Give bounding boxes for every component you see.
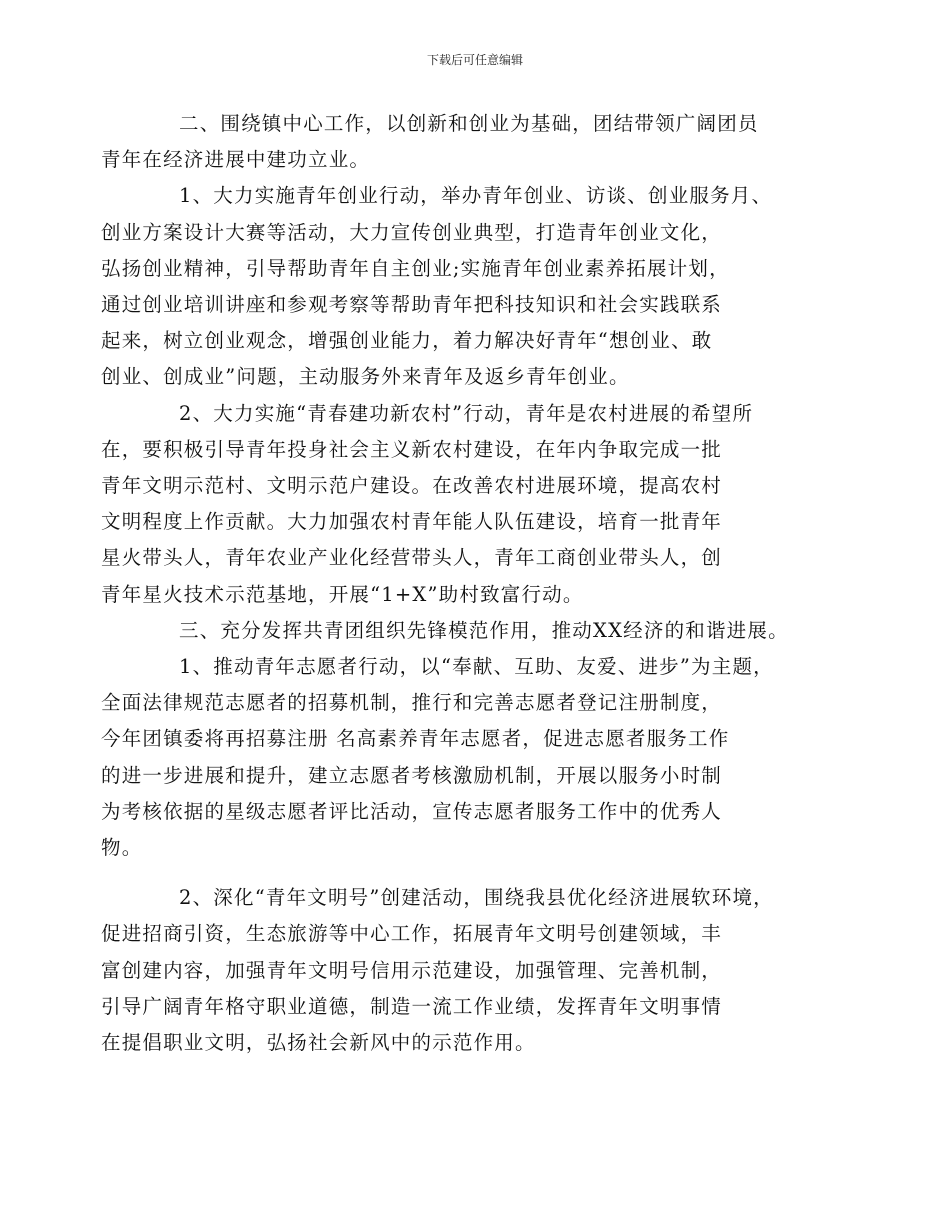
paragraph-volunteer: [101, 649, 820, 866]
paragraph-gap: [140, 866, 820, 880]
text-line: 创业方案设计大赛等活动，大力宣传创业典型，打造青年创业文化，: [101, 220, 723, 244]
text-line: 的进一步进展和提升，建立志愿者考核激励机制，开展以服务小时制: [101, 763, 723, 787]
text-line: 创业、创成业”问题，主动服务外来青年及返乡青年创业。: [101, 365, 630, 389]
text-line: 起来，树立创业观念，增强创业能力，着力解决好青年“想创业、敢: [101, 329, 713, 353]
text-line: 在，要积极引导青年投身社会主义新农村建设，在年内争取完成一批: [101, 437, 723, 461]
text-line: 在提倡职业文明，弘扬社会新风中的示范作用。: [101, 1031, 536, 1055]
text-line: 1、大力实施青年创业行动，举办青年创业、访谈、创业服务月、: [179, 184, 773, 208]
paragraph-item-1: [101, 178, 820, 395]
text-line: 物。: [101, 836, 143, 860]
paragraph-section-three: [140, 613, 820, 649]
text-line: 弘扬创业精神，引导帮助青年自主创业;实施青年创业素养拓展计划，: [101, 256, 730, 280]
document-body: [101, 106, 820, 1061]
text-line: 富创建内容，加强青年文明号信用示范建设，加强管理、完善机制，: [101, 958, 723, 982]
text-line: 通过创业培训讲座和参观考察等帮助青年把科技知识和社会实践联系: [101, 293, 723, 317]
text-line: 促进招商引资，生态旅游等中心工作，拓展青年文明号创建领域，丰: [101, 922, 723, 946]
text-line: 2、大力实施“青春建功新农村”行动，青年是农村进展的希望所: [179, 401, 754, 425]
text-line: 为考核依据的星级志愿者评比活动，宣传志愿者服务工作中的优秀人: [101, 799, 723, 823]
text-line: 三、充分发挥共青团组织先锋模范作用，推动XX经济的和谐进展。: [179, 618, 789, 642]
text-line: 1、推动青年志愿者行动，以“奉献、互助、友爱、进步”为主题，: [179, 655, 774, 679]
text-line: 二、围绕镇中心工作，以创新和创业为基础，团结带领广阔团员: [179, 112, 759, 135]
text-line: 青年星火技术示范基地，开展“1+X”助村致富行动。: [101, 582, 584, 606]
paragraph-item-2: [101, 396, 820, 613]
page-header: 下载后可任意编辑: [426, 53, 523, 67]
text-line: 2、深化“青年文明号”创建活动，围绕我县优化经济进展软环境，: [179, 886, 774, 910]
text-line: 青年文明示范村、文明示范户建设。在改善农村进展环境，提高农村: [101, 474, 723, 498]
text-line: 文明程度上作贡献。大力加强农村青年能人队伍建设，培育一批青年: [101, 510, 723, 534]
text-line: 全面法律规范志愿者的招募机制，推行和完善志愿者登记注册制度，: [101, 691, 723, 715]
paragraph-section-two: [101, 106, 820, 178]
text-line: 今年团镇委将再招募注册 名高素养青年志愿者，促进志愿者服务工作: [101, 727, 730, 751]
text-line: 青年在经济进展中建功立业。: [101, 148, 371, 172]
paragraph-civilization: [101, 880, 820, 1061]
text-line: 星火带头人，青年农业产业化经营带头人，青年工商创业带头人，创: [101, 546, 723, 570]
text-line: 引导广阔青年格守职业道德，制造一流工作业绩，发挥青年文明事情: [101, 994, 723, 1018]
